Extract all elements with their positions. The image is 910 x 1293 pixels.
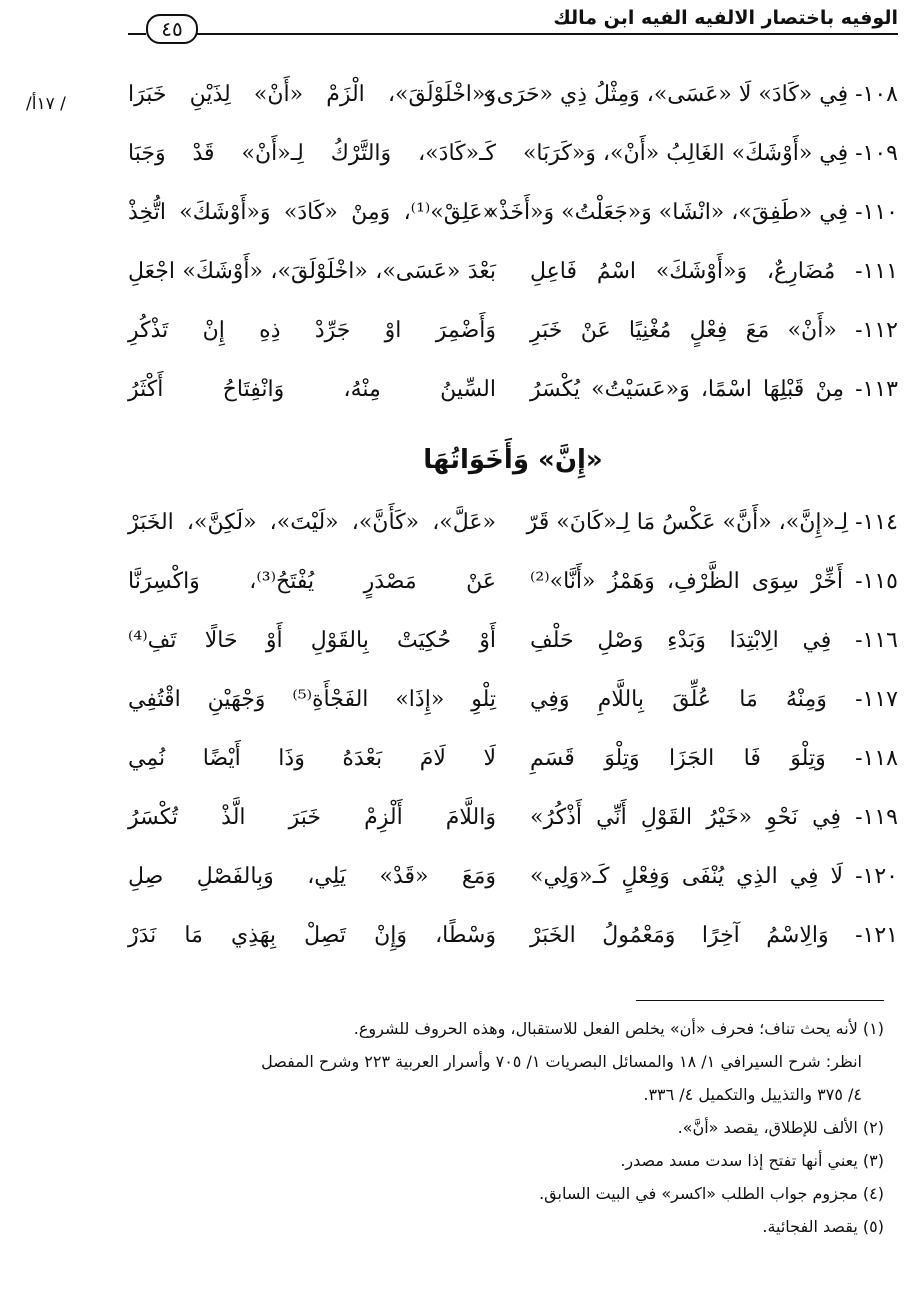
footnote-3: (٣) يعني أنها تفتح إذا سدت مسد مصدر.	[620, 1151, 884, 1170]
verse-first-hemistich: ١٢١- وَالِاسْمُ آخِرًا وَمَعْمُولُ الخَبَرْ	[530, 923, 898, 948]
footnote-5: (٥) يقصد الفجائية.	[762, 1217, 884, 1236]
verse-first-hemistich: ١١٢- «أَنْ» مَعَ فِعْلٍ مُغْنِيًا عَنْ خَبَرِ	[530, 318, 898, 343]
verse-second-hemistich: وَمَعَ «قَدْ» يَلِي، وَبِالفَصْلِ صِلِ	[128, 864, 496, 889]
verse-first-hemistich: ١١٣- مِنْ قَبْلِهَا اسْمًا، وَ«عَسَيْتُ» يُكْسَرُ	[530, 377, 898, 402]
header-rule	[190, 33, 898, 35]
verse-second-hemistich: بَعْدَ «عَسَى»، «اخْلَوْلَقَ»، «أَوْشَكَ» اجْعَلِ	[128, 259, 496, 284]
footnotes	[128, 1012, 884, 1243]
verse-first-hemistich: ١٠٨- فِي «كَادَ» لَا «عَسَى»، وَمِثْلُ ذِي «حَرَى»	[483, 82, 898, 107]
verse-second-hemistich: تِلْوِ «إِذَا» الفَجْأَةِ⁽⁵⁾ وَجْهَيْنِ اقْتُفِي	[128, 687, 496, 712]
verse-second-hemistich: وَأَضْمِرَ اوْ جَرِّدْ ذِهِ إِنْ تَذْكُرِ	[128, 318, 496, 343]
verse-first-hemistich: ١١٠- فِي «طَفِقَ»، «انْشَا» وَ«جَعَلْتُ» وَ«أَخَذْ»	[485, 200, 898, 225]
verse-first-hemistich: ١١٤- لِـ«إِنَّ»، «أَنَّ» عَكْسُ مَا لِـ«كَانَ» قَرّ	[526, 510, 898, 535]
verse-first-hemistich: ١١٦- فِي الِابْتِدَا وَبَدْءِ وَصْلِ حَلْفِ	[530, 628, 898, 653]
verse-line	[128, 734, 898, 793]
verse-line	[128, 188, 898, 247]
footnote-1-references-cont: ٤/ ٣٧٥ والتذييل والتكميل ٤/ ٣٣٦.	[643, 1085, 862, 1104]
verse-second-hemistich: «عَلِقْ»⁽¹⁾، وَمِنْ «كَادَ» وَ«أَوْشَكَ» اتُّخِذْ	[128, 200, 496, 225]
verse-second-hemistich: لَا لَامَ بَعْدَهُ وَذَا أَيْضًا نُمِي	[128, 746, 496, 771]
footnote-separator	[636, 1000, 884, 1001]
verse-line	[128, 70, 898, 129]
verse-line	[128, 557, 898, 616]
verse-first-hemistich: ١١٥- أَخِّرْ سِوَى الظَّرْفِ، وَهَمْزُ «أَنَّا»⁽²⁾	[530, 569, 898, 594]
footnote-2: (٢) الألف للإطلاق، يقصد «أنَّ».	[677, 1118, 884, 1137]
section-title: «إِنَّ» وَأَخَوَاتُهَا	[423, 445, 603, 475]
verse-first-hemistich: ١١١- مُضَارِعٌ، وَ«أَوْشَكَ» اسْمُ فَاعِلِ	[530, 259, 898, 284]
running-title: الوفيه باختصار الالفيه الفيه ابن مالك	[547, 7, 898, 29]
verse-second-hemistich: عَنْ مَصْدَرٍ يُفْتَحُ⁽³⁾، وَاكْسِرَنَّا	[128, 569, 496, 594]
verse-line	[128, 365, 898, 424]
verse-first-hemistich: ١١٩- فِي نَحْوِ «خَيْرُ القَوْلِ أَنِّي أَذْكُرُ»	[530, 805, 898, 830]
verse-line	[128, 306, 898, 365]
verse-line	[128, 675, 898, 734]
verse-second-hemistich: السِّينُ مِنْهُ، وَانْفِتَاحُ أَكْثَرُ	[128, 377, 496, 402]
footnote-4: (٤) مجزوم جواب الطلب «اكسر» في البيت السابق.	[539, 1184, 884, 1203]
verse-line	[128, 247, 898, 306]
verse-first-hemistich: ١٢٠- لَا فِي الذِي يُنْفَى وَفِعْلٍ كَـ«وَلِي»	[530, 864, 898, 889]
page-number: ٤٥	[146, 14, 198, 44]
verse-second-hemistich: وَاللَّامَ أَلْزِمْ خَبَرَ الَّذْ تُكْسَرُ	[128, 805, 496, 830]
footnote-1: (١) لأنه يحث تناف؛ فحرف «أن» يخلص الفعل للاستقبال، وهذه الحروف للشروع.	[353, 1019, 884, 1038]
verse-first-hemistich: ١١٧- وَمِنْهُ مَا عُلِّقَ بِاللَّامِ وَفِي	[530, 687, 898, 712]
verses-block-kada	[128, 70, 898, 424]
margin-folio-note: / ١٧أ/	[26, 94, 66, 114]
verse-line	[128, 852, 898, 911]
verse-line	[128, 498, 898, 557]
verses-block-inna	[128, 498, 898, 970]
verse-second-hemistich: وَ«اخْلَوْلَقَ»، الْزَمْ «أَنْ» لِذَيْنِ خَبَرَا	[128, 82, 496, 107]
verse-second-hemistich: «عَلَّ»، «كَأَنَّ»، «لَيْتَ»، «لَكِنَّ»، الخَبَرْ	[128, 510, 496, 535]
header-rule-left	[128, 33, 146, 35]
verse-first-hemistich: ١١٨- وَتِلْوَ فَا الجَزَا وَتِلْوَ قَسَمِ	[530, 746, 898, 771]
footnote-1-references: انظر: شرح السيرافي ١/ ١٨ والمسائل البصريات ١/ ٧٠٥ وأسرار العربية ٢٢٣ وشرح المفصل	[261, 1052, 862, 1071]
verse-second-hemistich: أَوْ حُكِيَتْ بِالقَوْلِ أَوْ حَالًا تَفِ⁽⁴⁾	[128, 628, 496, 653]
verse-second-hemistich: وَسْطًا، وَإِنْ تَصِلْ بِهَذِي مَا نَدَرْ	[128, 923, 496, 948]
verse-line	[128, 129, 898, 188]
verse-line	[128, 911, 898, 970]
verse-first-hemistich: ١٠٩- فِي «أَوْشَكَ» الغَالِبُ «أَنْ»، وَ«كَرَبَا»	[522, 141, 898, 166]
page-header	[128, 6, 898, 46]
verse-second-hemistich: كَـ«كَادَ»، وَالتَّرْكُ لِـ«أَنْ» قَدْ وَجَبَا	[128, 141, 496, 166]
verse-line	[128, 616, 898, 675]
verse-line	[128, 793, 898, 852]
